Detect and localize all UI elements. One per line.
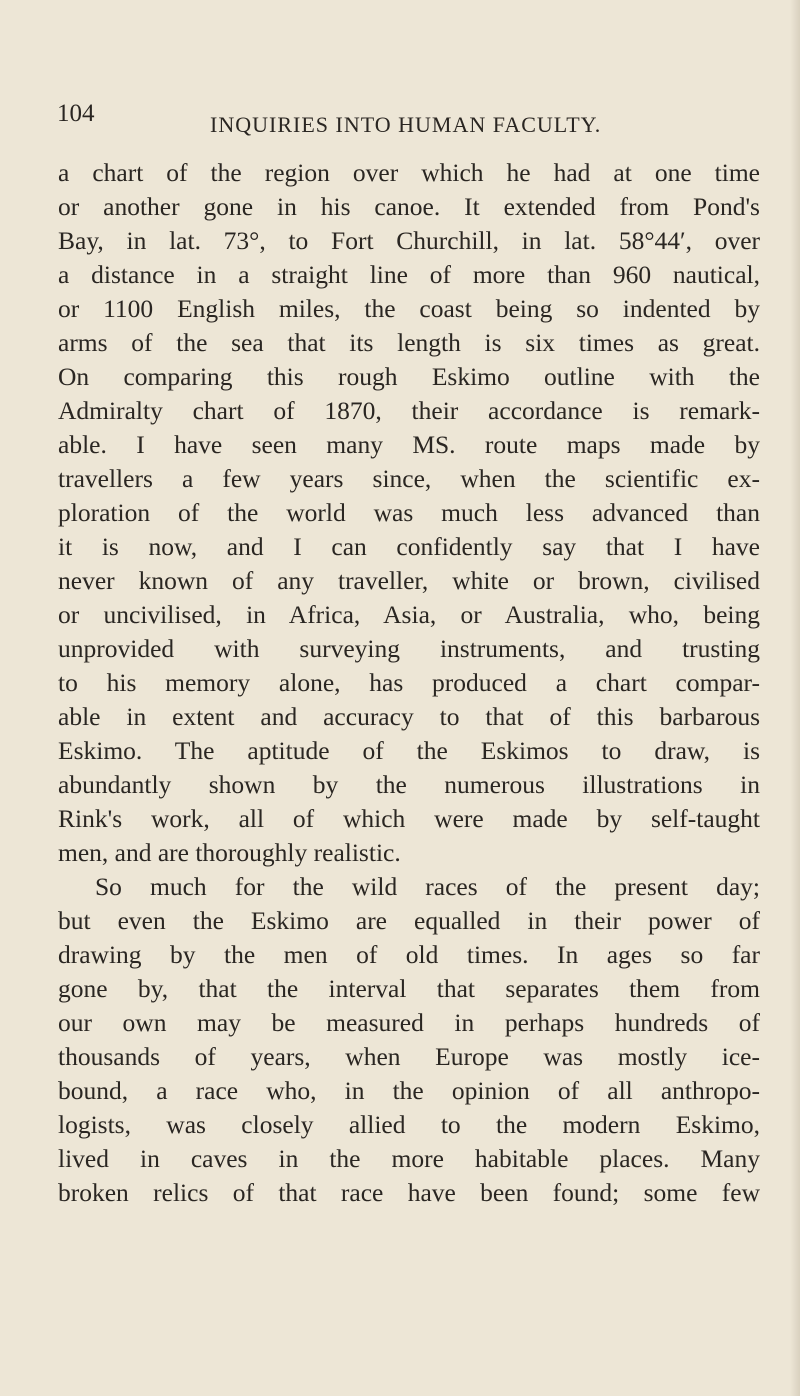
text-line: Eskimo. The aptitude of the Eskimos to draw, is: [58, 736, 760, 765]
text-line: So much for the wild races of the present day;: [95, 872, 760, 901]
text-line: our own may be measured in perhaps hundreds of: [58, 1008, 760, 1037]
text-line: unprovided with surveying instruments, and trusting: [58, 634, 760, 663]
text-line: drawing by the men of old times. In ages so far: [58, 940, 760, 969]
text-line: logists, was closely allied to the modern Eskimo,: [58, 1110, 760, 1139]
text-line: or 1100 English miles, the coast being so indented by: [58, 294, 760, 323]
text-line: never known of any traveller, white or brown, civilised: [58, 566, 760, 595]
text-line: able. I have seen many MS. route maps made by: [58, 430, 760, 459]
page-header: [57, 100, 757, 144]
text-line: or another gone in his canoe. It extended from Pond's: [58, 192, 760, 221]
text-line: men, and are thoroughly realistic.: [58, 838, 401, 867]
text-line: gone by, that the interval that separates them from: [58, 974, 760, 1003]
page-edge-shadow: [790, 0, 800, 1396]
text-line: broken relics of that race have been found; some few: [58, 1178, 760, 1207]
body-text: [58, 156, 760, 1210]
text-line: or uncivilised, in Africa, Asia, or Australia, who, being: [58, 600, 760, 629]
text-line: bound, a race who, in the opinion of all anthropo-: [58, 1076, 760, 1105]
text-line: Bay, in lat. 73°, to Fort Churchill, in lat. 58°44′, over: [58, 226, 760, 255]
page-number: 104: [57, 100, 95, 127]
text-line: lived in caves in the more habitable places. Many: [58, 1144, 760, 1173]
text-line: a chart of the region over which he had at one time: [58, 158, 760, 187]
running-title: INQUIRIES INTO HUMAN FACULTY.: [210, 112, 602, 137]
text-line: Admiralty chart of 1870, their accordance is remark-: [58, 396, 760, 425]
text-line: On comparing this rough Eskimo outline with the: [58, 362, 760, 391]
text-line: to his memory alone, has produced a chart compar-: [58, 668, 760, 697]
text-line: Rink's work, all of which were made by self-taught: [58, 804, 760, 833]
text-line: ploration of the world was much less advanced than: [58, 498, 760, 527]
text-line: abundantly shown by the numerous illustrations in: [58, 770, 760, 799]
text-line: a distance in a straight line of more than 960 nautical,: [58, 260, 760, 289]
text-line: thousands of years, when Europe was mostly ice-: [58, 1042, 760, 1071]
text-line: able in extent and accuracy to that of this barbarous: [58, 702, 760, 731]
text-line: arms of the sea that its length is six times as great.: [58, 328, 760, 357]
text-line: but even the Eskimo are equalled in their power of: [58, 906, 760, 935]
text-line: it is now, and I can confidently say that I have: [58, 532, 760, 561]
text-line: travellers a few years since, when the scientific ex-: [58, 464, 760, 493]
